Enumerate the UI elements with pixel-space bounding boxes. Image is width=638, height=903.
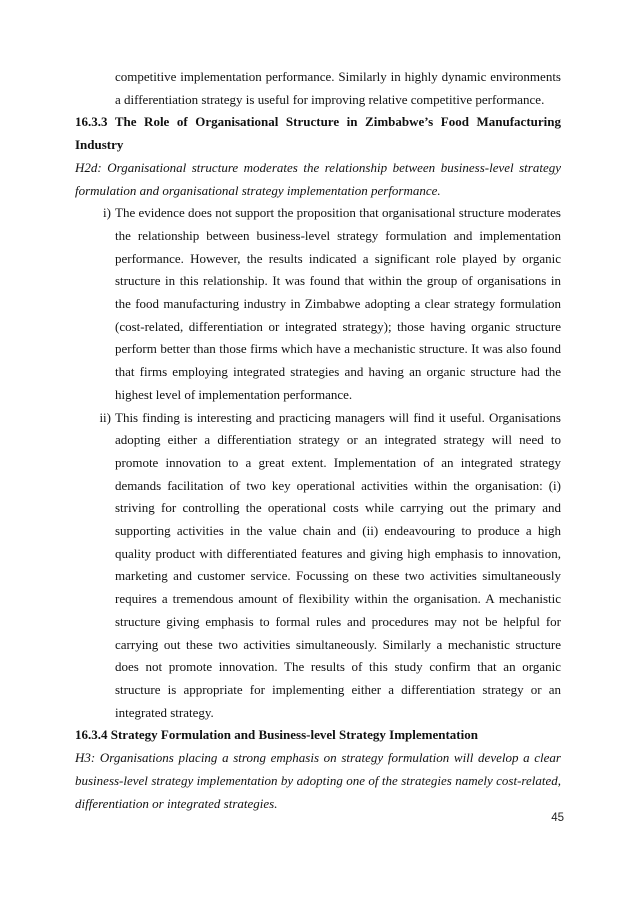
hypothesis-h2d: H2d: Organisational structure moderates the relationship between business-level strategy formulation and organisational strategy implementation performance. <box>75 159 561 198</box>
page-number: 45 <box>551 812 564 824</box>
list-item-text-i: The evidence does not support the proposition that organisational structure moderates the relationship between business-level strategy formulation and implementation performance. However, the results indicated a significant role played by organic structure in this relationship. It was found that within the group of organisations in the food manufacturing industry in Zimbabwe adopting a clear strategy formulation (cost-related, differentiation or integrated strategy); those having organic structure perform better than those firms which have a mechanistic structure. It was also found that firms employing integrated strategies and having an organic structure had the highest level of implementation performance. <box>115 205 561 402</box>
document-page <box>75 66 561 815</box>
list-item-i <box>75 202 561 406</box>
section-heading-16-3-4: 16.3.4 Strategy Formulation and Business-level Strategy Implementation <box>75 727 478 743</box>
list-item-ii <box>75 407 561 725</box>
list-marker-ii: ii) <box>99 409 111 425</box>
list-item-text-ii: This finding is interesting and practicing managers will find it useful. Organisations adopting either a differentiation strategy or an integrated strategy will need to promote innovation to a great extent. Implementation of an integrated strategy demands facilitation of two key operational activities within the organisation: (i) striving for controlling the operational costs while carrying out the primary and supporting activities in the value chain and (ii) endeavouring to produce a high quality product with differentiated features and giving high emphasis to innovation, marketing and customer service. Focussing on these two activities simultaneously requires a tremendous amount of flexibility within the organisation. A mechanistic structure giving emphasis to formal rules and procedures may not be helpful for carrying out these two activities simultaneously. Similarly a mechanistic structure does not promote innovation. The results of this study confirm that an organic structure is appropriate for implementing either a differentiation strategy or an integrated strategy. <box>115 409 561 720</box>
hypothesis-h3: H3: Organisations placing a strong emphasis on strategy formulation will develop a clear business-level strategy implementation by adopting one of the strategies namely cost-related, differentiation or integrated strategies. <box>75 750 561 811</box>
section-heading-16-3-3: 16.3.3 The Role of Organisational Structure in Zimbabwe’s Food Manufacturing Industry <box>75 114 561 153</box>
list-marker-i: i) <box>103 205 111 221</box>
continuation-paragraph: competitive implementation performance. Similarly in highly dynamic environments a differentiation strategy is useful for improving relative competitive performance. <box>115 69 561 107</box>
